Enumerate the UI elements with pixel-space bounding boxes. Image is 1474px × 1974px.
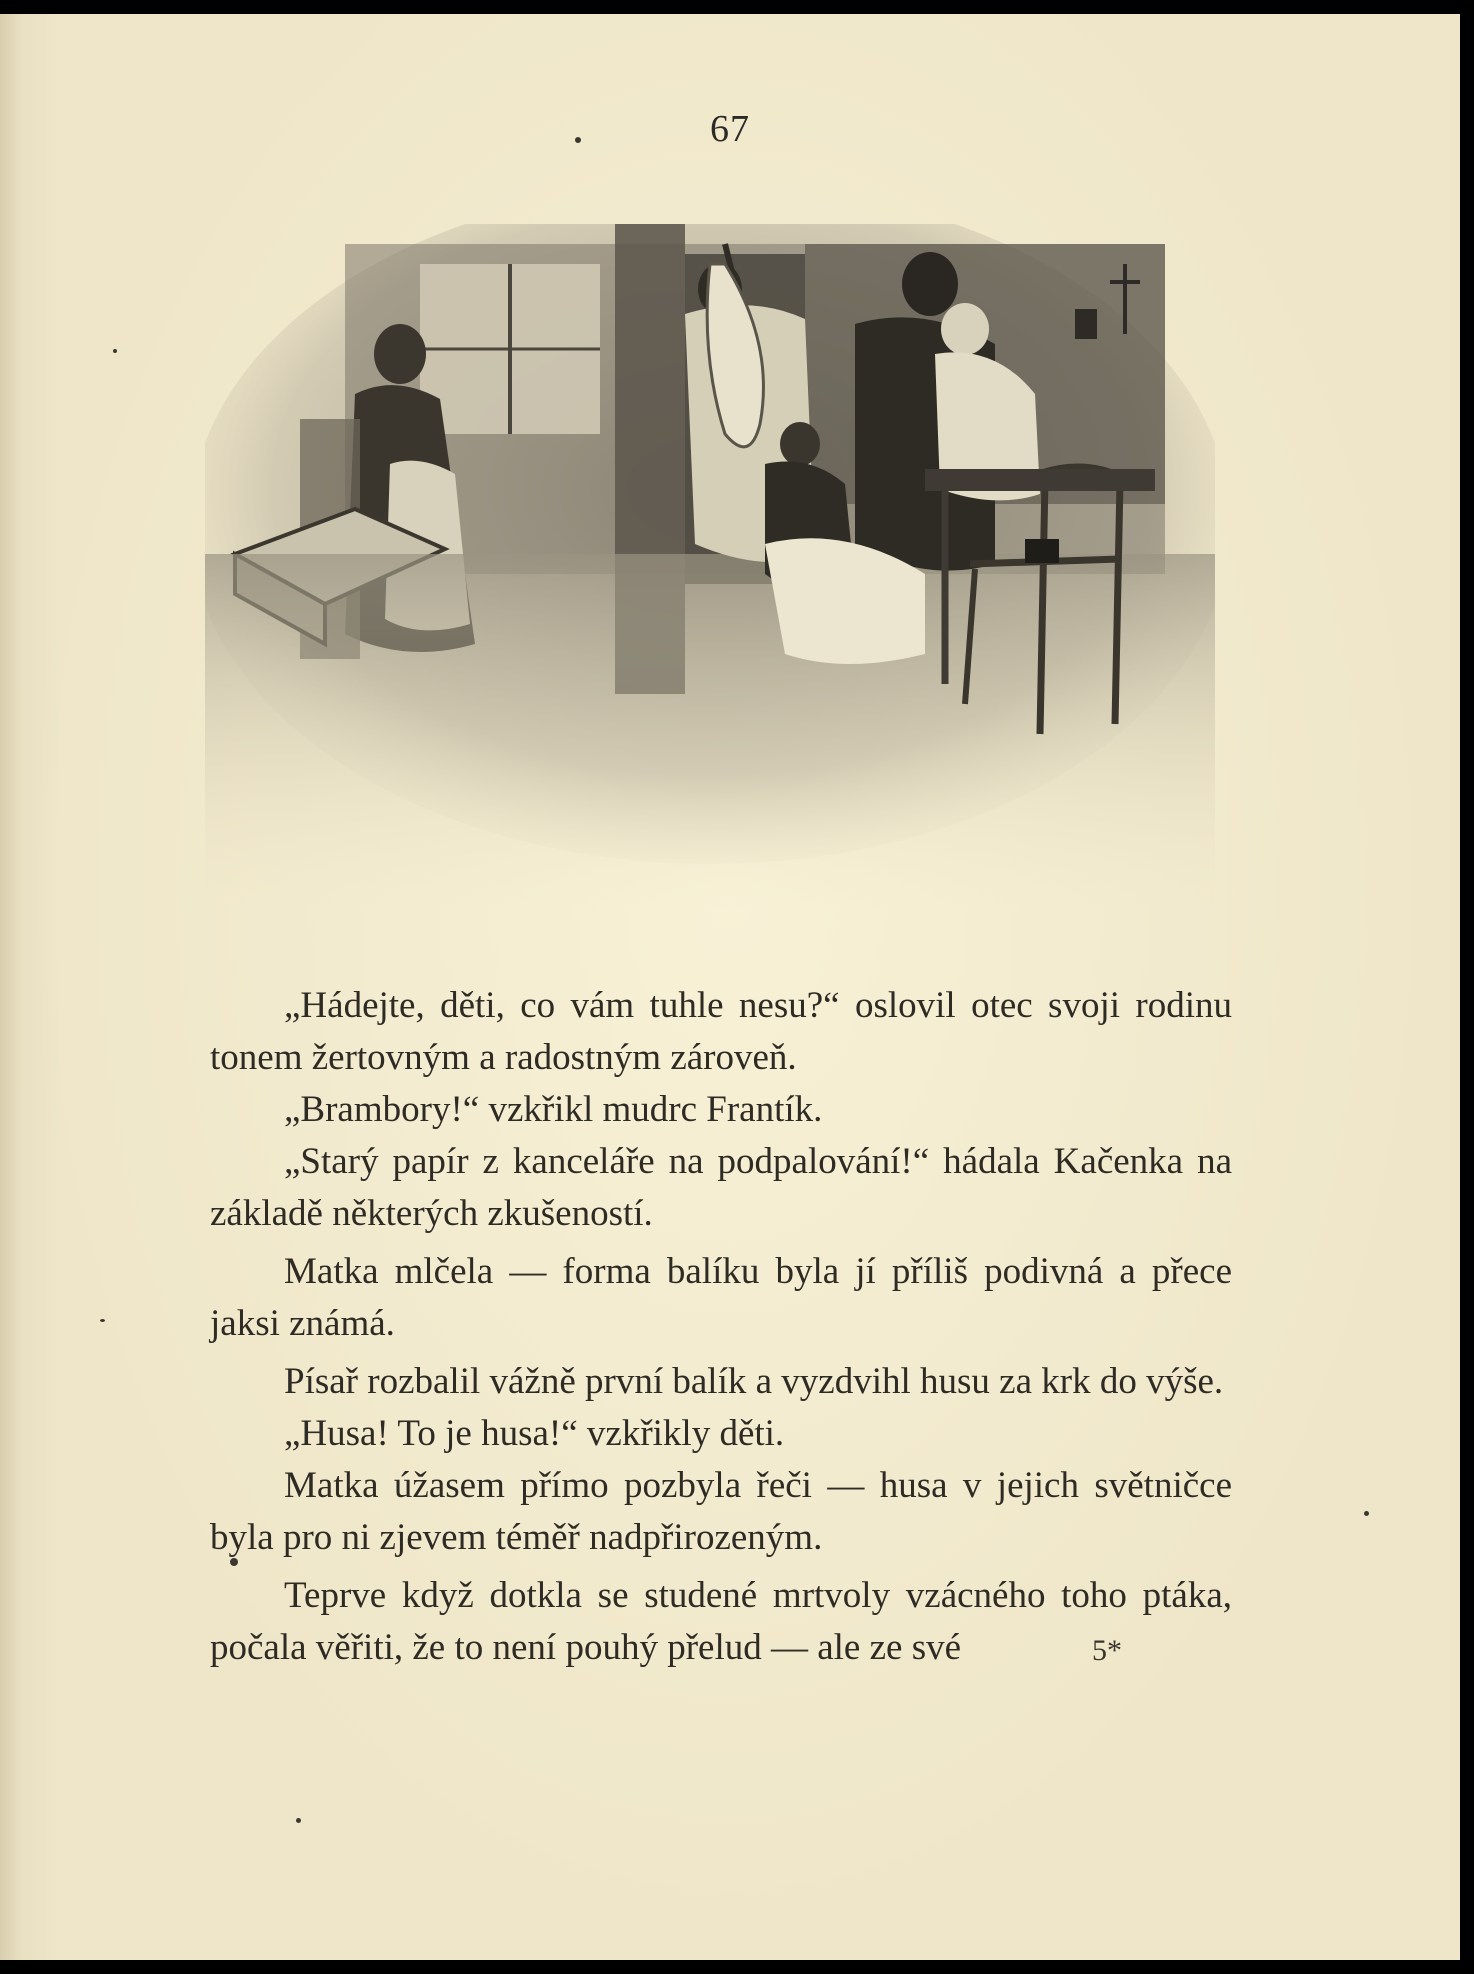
- book-page: [0, 14, 1460, 1960]
- dot-speck: [230, 1558, 238, 1566]
- dot-speck: [100, 1319, 105, 1322]
- body-text: [210, 980, 1232, 1674]
- paragraph: „Hádejte, děti, co vám tuhle nesu?“ oslovil otec svoji rodinu tonem žertovným a radostným zároveň.: [210, 985, 1232, 1078]
- paragraph: „Brambory!“ vzkřikl mudrc Frantík.: [284, 1089, 823, 1130]
- paragraph: Písař rozbalil vážně první balík a vyzdvihl husu za krk do výše.: [284, 1361, 1224, 1402]
- paragraph: Matka mlčela — forma balíku byla jí příliš podivná a přece jaksi známá.: [210, 1251, 1232, 1344]
- dot-speck: [113, 349, 117, 353]
- dot-speck: [1364, 1511, 1369, 1516]
- signature-mark: 5*: [1092, 1634, 1122, 1667]
- engraving-family-scene-icon: [205, 224, 1215, 914]
- paragraph: Teprve když dotkla se studené mrtvoly vzácného toho ptáka, počala věřiti, že to není pouhý přelud — ale ze své: [210, 1575, 1232, 1668]
- scan-border: [1460, 0, 1474, 1974]
- illustration: [205, 224, 1215, 914]
- dot-speck: [575, 137, 581, 143]
- paragraph: Matka úžasem přímo pozbyla řeči — husa v jejich světničce byla pro ni zjevem téměř nadpřirozeným.: [210, 1465, 1232, 1558]
- page-number: 67: [710, 108, 750, 150]
- paragraph: „Husa! To je husa!“ vzkřikly děti.: [284, 1413, 785, 1454]
- paragraph: „Starý papír z kanceláře na podpalování!“ hádala Kačenka na základě některých zkušeností.: [210, 1141, 1232, 1234]
- dot-speck: [296, 1818, 301, 1823]
